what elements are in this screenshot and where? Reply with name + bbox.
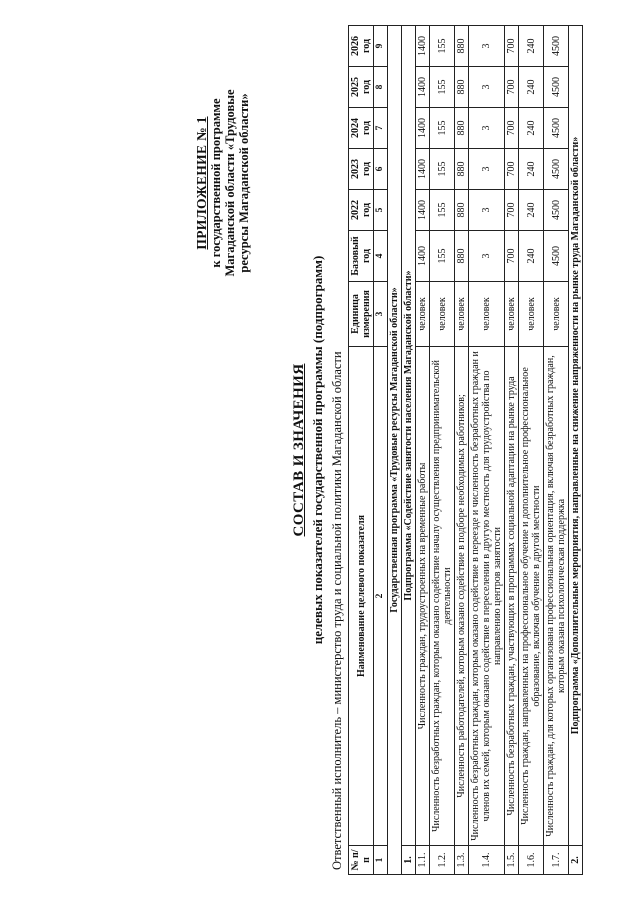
indicators-table — [348, 25, 583, 875]
table-row — [469, 26, 505, 875]
value-2024: 240 — [519, 108, 544, 149]
value-2022: 240 — [519, 190, 544, 231]
column-index: 4 — [374, 231, 388, 282]
unit-cell: человек — [519, 282, 544, 347]
unit-cell: человек — [430, 282, 455, 347]
program-row — [388, 26, 402, 875]
value-2023: 1400 — [416, 149, 430, 190]
base-value: 4500 — [544, 231, 569, 282]
column-index: 1 — [374, 846, 388, 875]
value-2024: 880 — [455, 108, 469, 149]
value-2023: 4500 — [544, 149, 569, 190]
indicator-name: Численность граждан, трудоустроенных на временные работы — [416, 347, 430, 846]
col-header-name: Наименование целевого показателя — [349, 347, 374, 846]
table-row — [519, 26, 544, 875]
column-index: 5 — [374, 190, 388, 231]
row-num: 1.6. — [519, 846, 544, 875]
value-2023: 155 — [430, 149, 455, 190]
document-titles — [291, 10, 345, 890]
row-num: 1.7. — [544, 846, 569, 875]
base-value: 1400 — [416, 231, 430, 282]
subprogram-title: Подпрограмма «Содействие занятости населения Магаданской области» — [402, 26, 416, 846]
unit-cell: человек — [544, 282, 569, 347]
col-header-2022: 2022 год — [349, 190, 374, 231]
value-2026: 155 — [430, 26, 455, 67]
row-num: 1.2. — [430, 846, 455, 875]
value-2023: 880 — [455, 149, 469, 190]
subprogram-num: 1. — [402, 846, 416, 875]
value-2026: 1400 — [416, 26, 430, 67]
base-value: 880 — [455, 231, 469, 282]
subprogram-row — [569, 26, 583, 875]
column-index: 7 — [374, 108, 388, 149]
indicator-name: Численность безработных граждан, которым оказано содействие в переезде и численность безработных граждан и членов их семей, которым оказано содействие в переселении в другую местность для трудоустройства по направлению центров занятости — [469, 347, 505, 846]
value-2026: 240 — [519, 26, 544, 67]
value-2022: 155 — [430, 190, 455, 231]
column-index-row — [374, 26, 388, 875]
value-2023: 700 — [505, 149, 519, 190]
value-2024: 155 — [430, 108, 455, 149]
appendix-title: ПРИЛОЖЕНИЕ № 1 — [194, 116, 209, 250]
document-subtitle: целевых показателей государственной программы (подпрограмм) — [310, 255, 325, 645]
unit-cell: человек — [455, 282, 469, 347]
col-header-2026: 2026 год — [349, 26, 374, 67]
rotated-sheet — [194, 10, 581, 890]
col-header-unit: Единица измерения — [349, 282, 374, 347]
appendix-line: ресурсы Магаданской области» — [237, 93, 251, 273]
value-2023: 3 — [469, 149, 505, 190]
value-2025: 1400 — [416, 67, 430, 108]
base-value: 240 — [519, 231, 544, 282]
value-2025: 3 — [469, 67, 505, 108]
program-title: Государственная программа «Трудовые ресурсы Магаданской области» — [388, 26, 402, 875]
value-2022: 3 — [469, 190, 505, 231]
responsible-executor: Ответственный исполнитель – министерство труда и социальной политики Магаданской области — [330, 351, 344, 870]
value-2024: 3 — [469, 108, 505, 149]
value-2022: 4500 — [544, 190, 569, 231]
base-value: 3 — [469, 231, 505, 282]
unit-cell: человек — [416, 282, 430, 347]
col-header-num: № п/п — [349, 846, 374, 875]
col-header-2024: 2024 год — [349, 108, 374, 149]
value-2024: 700 — [505, 108, 519, 149]
table-row — [505, 26, 519, 875]
unit-cell: человек — [469, 282, 505, 347]
value-2026: 700 — [505, 26, 519, 67]
value-2026: 4500 — [544, 26, 569, 67]
col-header-2023: 2023 год — [349, 149, 374, 190]
document-title: СОСТАВ И ЗНАЧЕНИЯ — [291, 363, 307, 537]
indicator-name: Численность граждан, для которых организована профессиональная ориентация, включая безработных граждан, которым оказана психологическая поддержка — [544, 347, 569, 846]
value-2024: 1400 — [416, 108, 430, 149]
column-index: 6 — [374, 149, 388, 190]
indicator-name: Численность граждан, направленных на профессиональное обучение и дополнительное профессиональное образование, включая обучение в другой местности — [519, 347, 544, 846]
column-index: 9 — [374, 26, 388, 67]
base-value: 700 — [505, 231, 519, 282]
table-header-row — [349, 26, 374, 875]
subprogram-title: Подпрограмма «Дополнительные мероприятия, направленные на снижение напряженности на рынке труда Магаданской области» — [569, 26, 583, 846]
subprogram-row — [402, 26, 416, 875]
row-num: 1.1. — [416, 846, 430, 875]
column-index: 8 — [374, 67, 388, 108]
col-header-base: Базовый год — [349, 231, 374, 282]
value-2022: 880 — [455, 190, 469, 231]
row-num: 1.5. — [505, 846, 519, 875]
base-value: 155 — [430, 231, 455, 282]
table-row — [455, 26, 469, 875]
appendix-line: Магаданской области «Трудовые — [223, 89, 237, 277]
value-2024: 4500 — [544, 108, 569, 149]
unit-cell: человек — [505, 282, 519, 347]
value-2025: 4500 — [544, 67, 569, 108]
value-2025: 880 — [455, 67, 469, 108]
column-index: 3 — [374, 282, 388, 347]
value-2026: 880 — [455, 26, 469, 67]
value-2022: 700 — [505, 190, 519, 231]
indicator-name: Численность безработных граждан, участвующих в программах социальной адаптации на рынке труда — [505, 347, 519, 846]
indicator-name: Численность работодателей, которым оказано содействие в подборе необходимых работников; — [455, 347, 469, 846]
value-2023: 240 — [519, 149, 544, 190]
table-row — [544, 26, 569, 875]
column-index: 2 — [374, 347, 388, 846]
value-2022: 1400 — [416, 190, 430, 231]
row-num: 1.3. — [455, 846, 469, 875]
appendix-block — [195, 18, 251, 348]
value-2025: 155 — [430, 67, 455, 108]
indicator-name: Численность безработных граждан, которым оказано содействие началу осуществления предпринимательской деятельности — [430, 347, 455, 846]
value-2026: 3 — [469, 26, 505, 67]
value-2025: 240 — [519, 67, 544, 108]
value-2025: 700 — [505, 67, 519, 108]
appendix-line: к государственной программе — [209, 98, 223, 268]
row-num: 1.4. — [469, 846, 505, 875]
col-header-2025: 2025 год — [349, 67, 374, 108]
subprogram-num: 2. — [569, 846, 583, 875]
table-row — [430, 26, 455, 875]
table-row — [416, 26, 430, 875]
